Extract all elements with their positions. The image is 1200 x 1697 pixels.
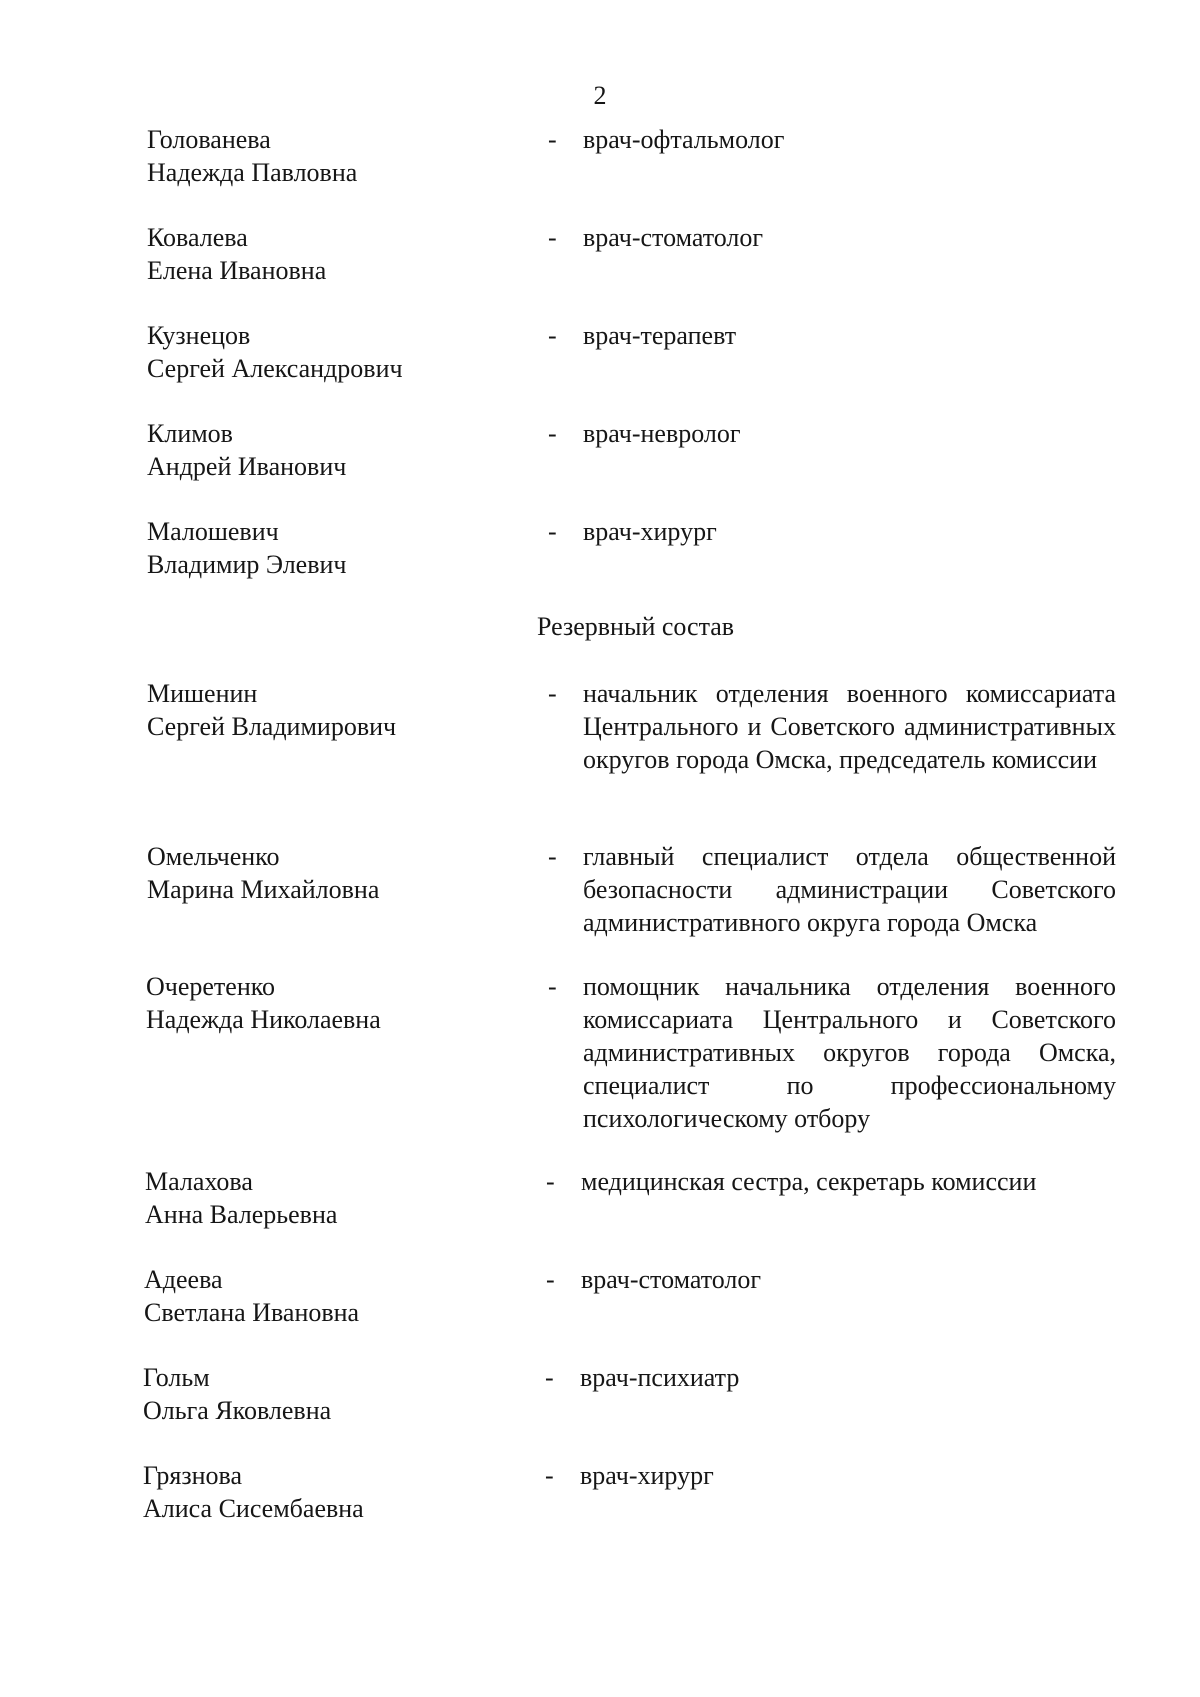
member-given-name: Владимир Элевич [147, 550, 347, 579]
member-surname: Кузнецов [147, 321, 251, 350]
member-name [147, 221, 326, 287]
member-name [147, 840, 379, 906]
member-given-name: Ольга Яковлевна [143, 1396, 332, 1425]
member-given-name: Сергей Александрович [147, 354, 403, 383]
member-role: помощник начальника отделения военного комиссариата Центрального и Советского административных округов города Омска, специалист по профессиональному психологическому отбору [583, 972, 1116, 1133]
member-surname: Ковалева [147, 223, 248, 252]
separator-dash: - [548, 517, 557, 546]
member-role: главный специалист отдела общественной безопасности администрации Советского административного округа города Омска [583, 842, 1116, 937]
member-given-name: Елена Ивановна [147, 256, 327, 285]
member-surname: Грязнова [143, 1461, 243, 1490]
member-surname: Омельченко [147, 842, 280, 871]
separator-dash: - [548, 679, 557, 708]
member-name [144, 1263, 359, 1329]
member-name [147, 417, 346, 483]
member-role: врач-стоматолог [581, 1265, 762, 1294]
member-given-name: Андрей Иванович [147, 452, 347, 481]
separator-dash: - [548, 419, 557, 448]
reserve-heading: Резервный состав [537, 612, 735, 641]
member-given-name: Марина Михайловна [147, 875, 380, 904]
member-surname: Климов [147, 419, 233, 448]
member-name [145, 1165, 337, 1231]
member-surname: Малахова [145, 1167, 253, 1196]
member-name [143, 1459, 364, 1525]
separator-dash: - [548, 972, 557, 1001]
member-name [147, 677, 396, 743]
page-number: 2 [593, 81, 607, 110]
member-name [147, 319, 403, 385]
separator-dash: - [545, 1363, 554, 1392]
separator-dash: - [545, 1461, 554, 1490]
member-given-name: Анна Валерьевна [145, 1200, 338, 1229]
separator-dash: - [548, 842, 557, 871]
member-name [143, 1361, 331, 1427]
separator-dash: - [548, 321, 557, 350]
member-given-name: Алиса Сисембаевна [143, 1494, 364, 1523]
member-role: врач-терапевт [583, 321, 737, 350]
member-role: врач-хирург [583, 517, 717, 546]
member-surname: Очеретенко [146, 972, 276, 1001]
member-role: врач-хирург [580, 1461, 714, 1490]
member-role: медицинская сестра, секретарь комиссии [581, 1167, 1037, 1196]
member-name [146, 970, 381, 1036]
member-role: врач-офтальмолог [583, 125, 785, 154]
member-surname: Адеева [144, 1265, 223, 1294]
member-surname: Гольм [143, 1363, 210, 1392]
member-surname: Мишенин [147, 679, 258, 708]
member-surname: Малошевич [147, 517, 279, 546]
member-given-name: Надежда Николаевна [146, 1005, 381, 1034]
member-role: начальник отделения военного комиссариата Центрального и Советского административных округов города Омска, председатель комиссии [583, 679, 1116, 774]
member-given-name: Сергей Владимирович [147, 712, 397, 741]
separator-dash: - [548, 125, 557, 154]
member-given-name: Надежда Павловна [147, 158, 358, 187]
member-role: врач-стоматолог [583, 223, 764, 252]
member-name [147, 515, 346, 581]
separator-dash: - [546, 1167, 555, 1196]
member-name [147, 123, 357, 189]
member-surname: Голованева [147, 125, 271, 154]
separator-dash: - [548, 223, 557, 252]
member-role: врач-психиатр [580, 1363, 740, 1392]
member-role: врач-невролог [583, 419, 741, 448]
member-given-name: Светлана Ивановна [144, 1298, 360, 1327]
separator-dash: - [546, 1265, 555, 1294]
